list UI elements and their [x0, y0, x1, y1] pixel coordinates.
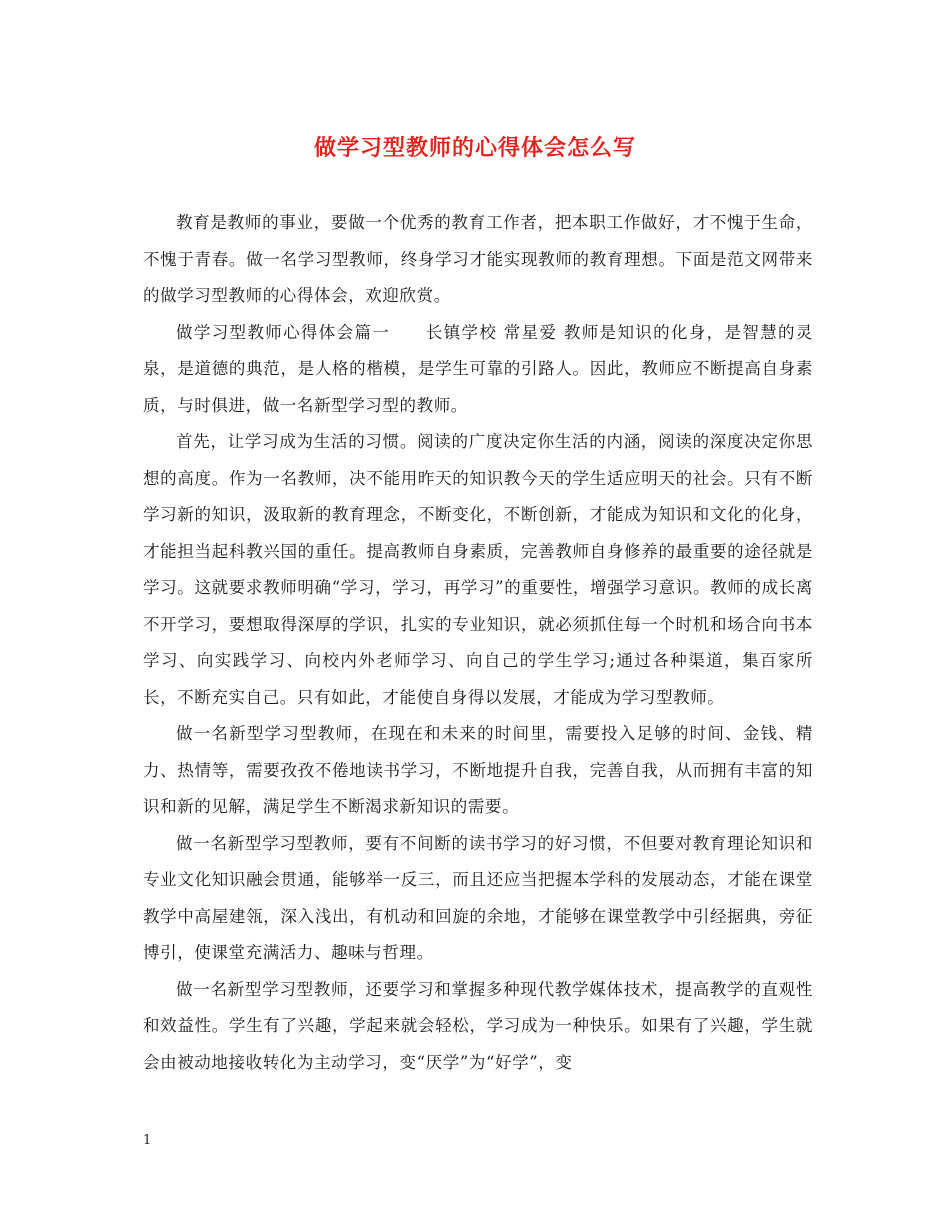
paragraph: 教育是教师的事业，要做一个优秀的教育工作者，把本职工作做好，才不愧于生命，不愧于青春。做一名学习型教师，终身学习才能实现教师的教育理想。下面是范文网带来的做学习型教师的心得体会，欢迎欣赏。 [143, 213, 813, 305]
paragraph: 做一名新型学习型教师，要有不间断的读书学习的好习惯，不但要对教育理论知识和专业文化知识融会贯通，能够举一反三，而且还应当把握本学科的发展动态，才能在课堂教学中高屋建瓴，深入浅出，有机动和回旋的余地，才能够在课堂教学中引经据典，旁征博引，使课堂充满活力、趣味与哲理。 [143, 833, 813, 962]
paragraph: 做一名新型学习型教师，在现在和未来的时间里，需要投入足够的时间、金钱、精力、热情等，需要孜孜不倦地读书学习，不断地提升自我，完善自我，从而拥有丰富的知识和新的见解，满足学生不断渴求新知识的需要。 [143, 724, 813, 816]
paragraph: 做一名新型学习型教师，还要学习和掌握多种现代教学媒体技术，提高教学的直观性和效益性。学生有了兴趣，学起来就会轻松，学习成为一种快乐。如果有了兴趣，学生就会由被动地接收转化为主动学习，变“厌学”为“好学”，变 [143, 979, 813, 1072]
paragraph: 做学习型教师心得体会篇一 长镇学校 常星爱 教师是知识的化身，是智慧的灵泉，是道德的典范，是人格的楷模，是学生可靠的引路人。因此，教师应不断提高自身素质，与时俱进，做一名新型学习型的教师。 [143, 322, 813, 415]
page-number: 1 [143, 1133, 152, 1148]
paragraph: 首先，让学习成为生活的习惯。阅读的广度决定你生活的内涵，阅读的深度决定你思想的高度。作为一名教师，决不能用昨天的知识教今天的学生适应明天的社会。只有不断学习新的知识，汲取新的教育理念，不断变化，不断创新，才能成为知识和文化的化身，才能担当起科教兴国的重任。提高教师自身素质，完善教师自身修养的最重要的途径就是学习。这就要求教师明确“学习，学习，再学习”的重要性，增强学习意识。教师的成长离不开学习，要想取得深厚的学识，扎实的专业知识，就必须抓住每一个时机和场合向书本学习、向实践学习、向校内外老师学习、向自己的学生学习;通过各种渠道，集百家所长，不断充实自己。只有如此，才能使自身得以发展，才能成为学习型教师。 [143, 432, 813, 707]
document-title: 做学习型教师的心得体会怎么写 [313, 135, 636, 161]
document-body [143, 205, 813, 1081]
